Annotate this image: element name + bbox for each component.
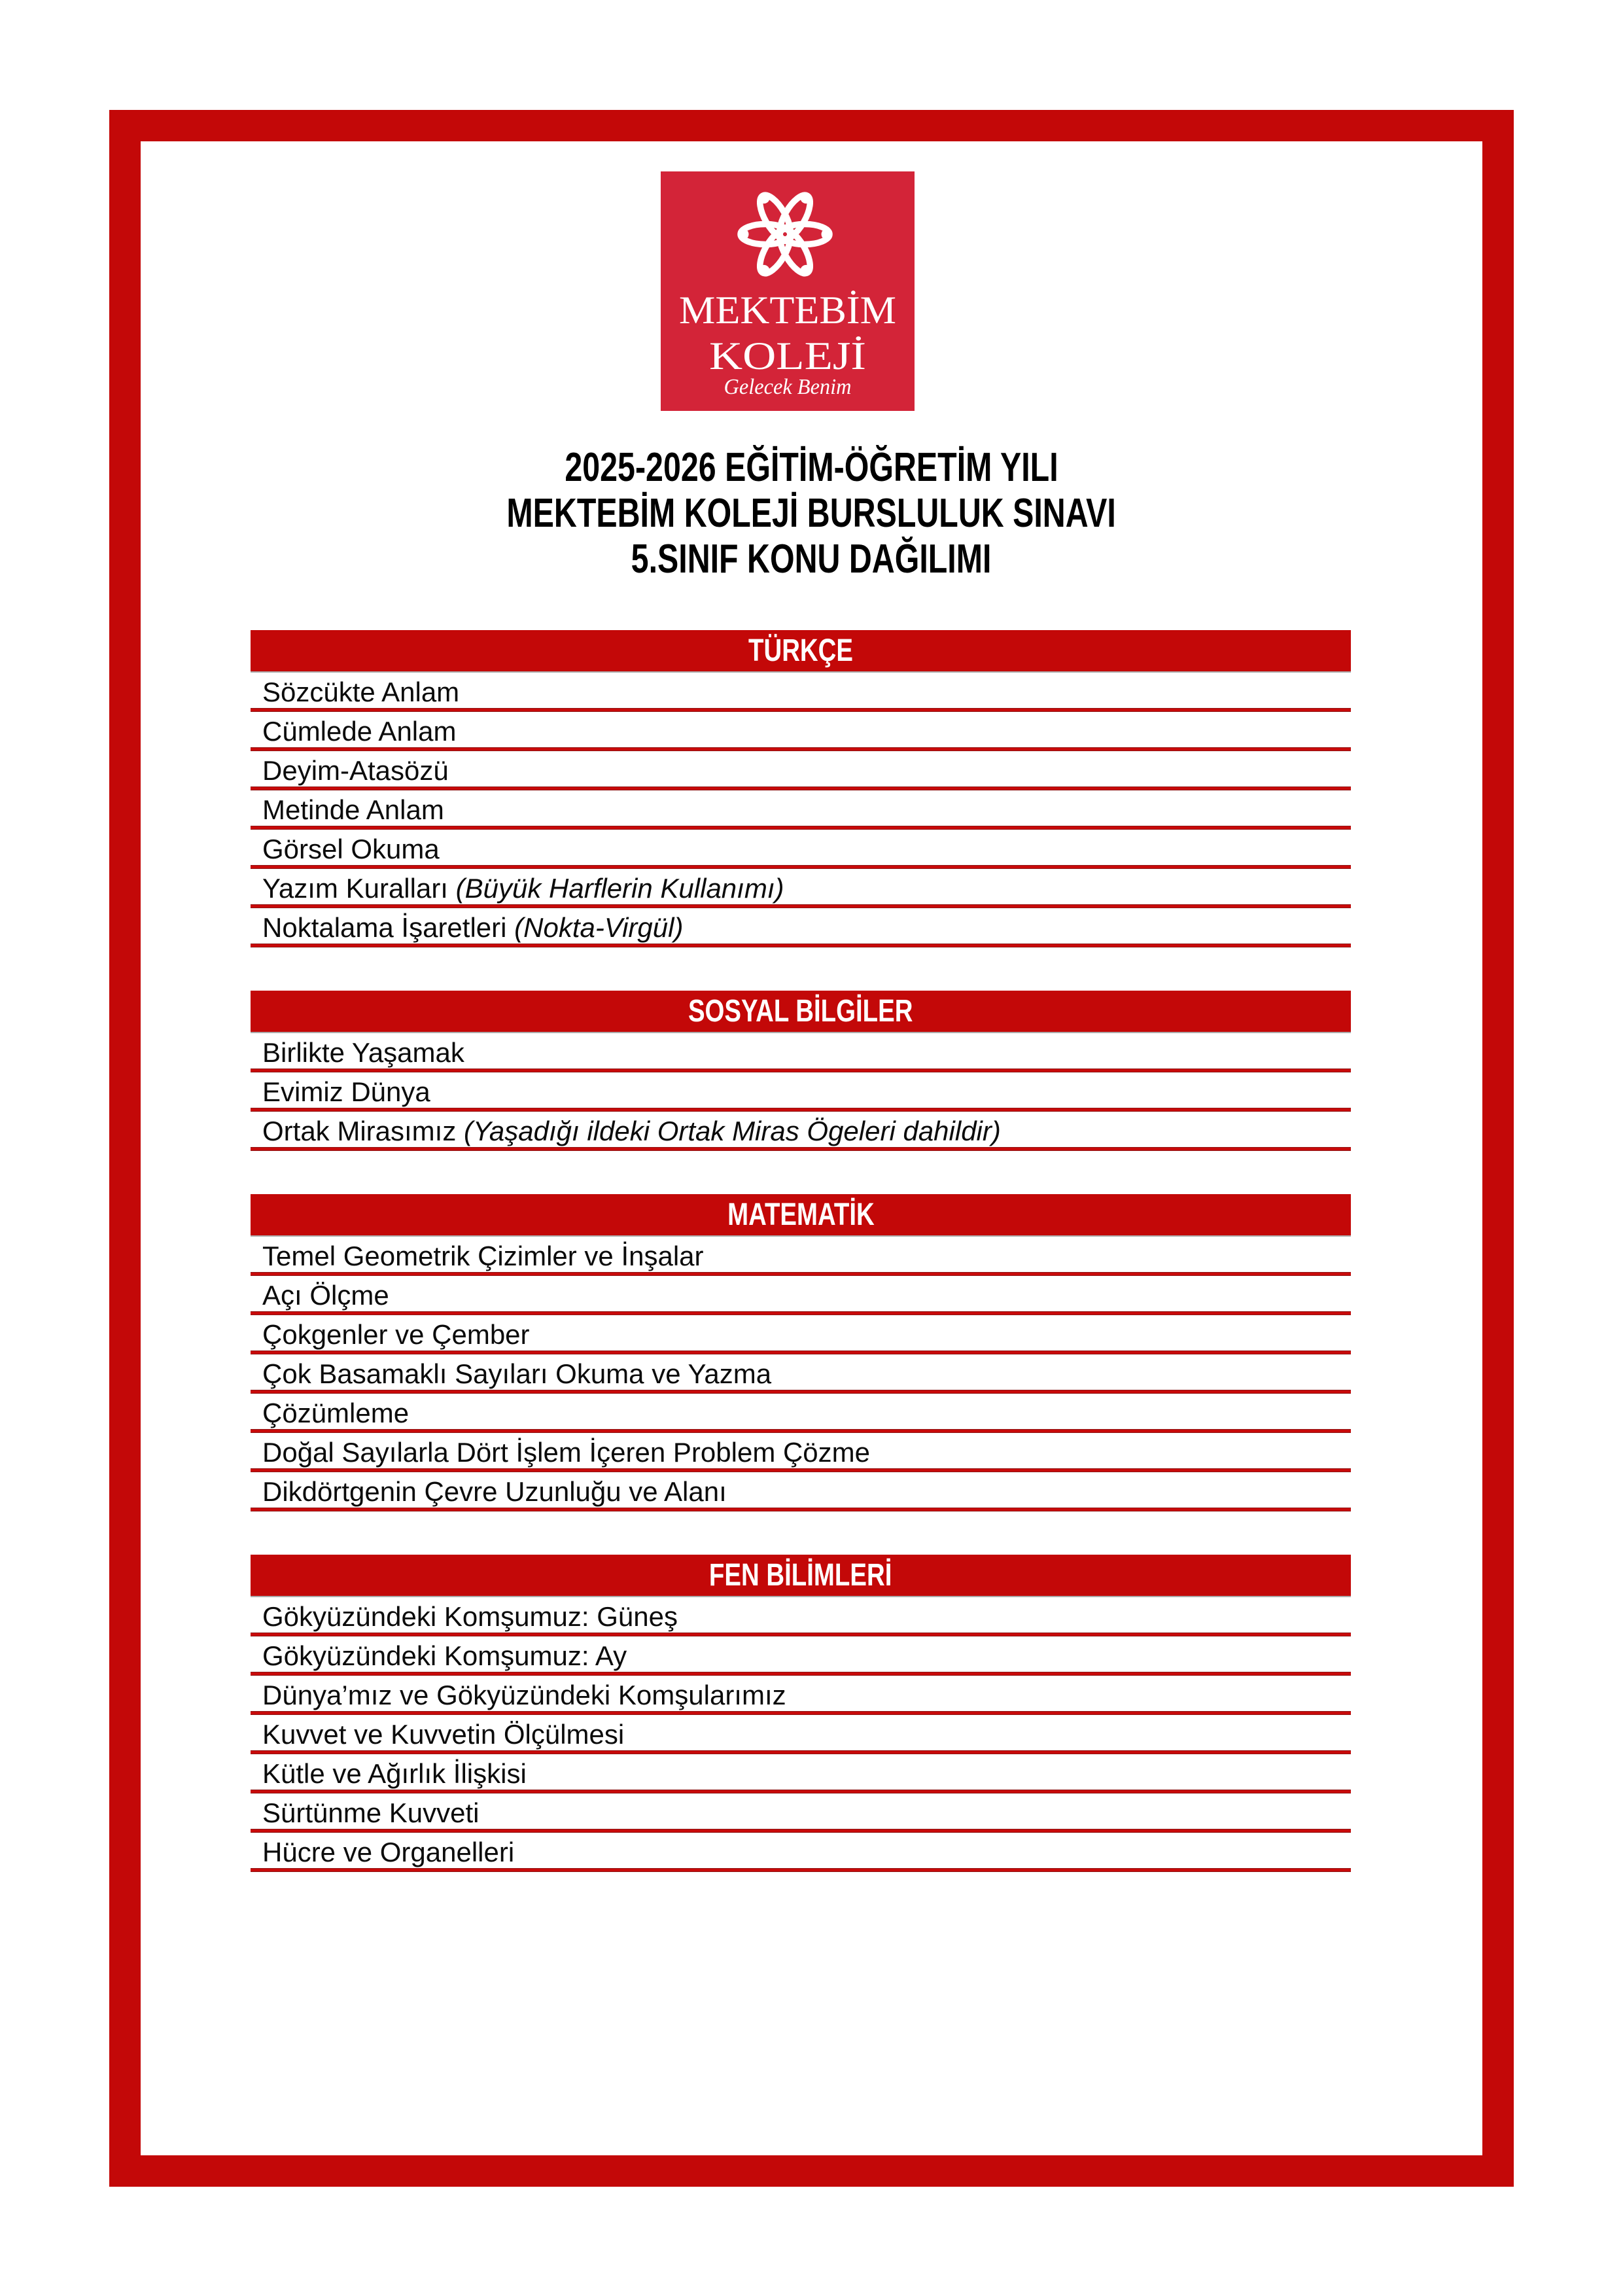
topic-row: Çok Basamaklı Sayıları Okuma ve Yazma: [251, 1354, 1351, 1394]
topic-row: Çözümleme: [251, 1394, 1351, 1433]
logo-tagline: Gelecek Benim: [724, 375, 852, 399]
topic-row: Temel Geometrik Çizimler ve İnşalar: [251, 1237, 1351, 1276]
logo-school-name-line1: MEKTEBİM: [679, 289, 896, 332]
title-line-2: MEKTEBİM KOLEJİ BURSLULUK SINAVI: [506, 491, 1117, 536]
topic-row: Ortak Mirasımız (Yaşadığı ildeki Ortak Miras Ögeleri dahildir): [251, 1112, 1351, 1151]
topic-row: Hücre ve Organelleri: [251, 1833, 1351, 1872]
section-header-matematik: [251, 1194, 1351, 1237]
topic-row: Dünya’mız ve Gökyüzündeki Komşularımız: [251, 1676, 1351, 1715]
topic-row: Kütle ve Ağırlık İlişkisi: [251, 1754, 1351, 1793]
topic-row: Sürtünme Kuvveti: [251, 1793, 1351, 1833]
section-header-fen-bilimleri: [251, 1555, 1351, 1597]
section-turkce: [251, 630, 1351, 947]
subject-sections: [251, 630, 1351, 1872]
document-title: [0, 445, 1623, 582]
topic-row: Doğal Sayılarla Dört İşlem İçeren Problem Çözme: [251, 1433, 1351, 1472]
topic-row: Açı Ölçme: [251, 1276, 1351, 1315]
topic-row: Sözcükte Anlam: [251, 673, 1351, 712]
section-header-sosyal-bilgiler: [251, 991, 1351, 1033]
topic-row: Kuvvet ve Kuvvetin Ölçülmesi: [251, 1715, 1351, 1754]
topic-row: Noktalama İşaretleri (Nokta-Virgül): [251, 908, 1351, 947]
topic-row: Deyim-Atasözü: [251, 751, 1351, 790]
logo-school-name-line2: KOLEJİ: [709, 334, 866, 378]
topic-row: Gökyüzündeki Komşumuz: Güneş: [251, 1597, 1351, 1636]
section-matematik: [251, 1194, 1351, 1511]
topic-row: Metinde Anlam: [251, 790, 1351, 830]
topic-row: Görsel Okuma: [251, 830, 1351, 869]
topic-row: Çokgenler ve Çember: [251, 1315, 1351, 1354]
section-header-label: SOSYAL BİLGİLER: [688, 994, 913, 1029]
topic-row: Dikdörtgenin Çevre Uzunluğu ve Alanı: [251, 1472, 1351, 1511]
section-header-label: TÜRKÇE: [748, 633, 853, 668]
title-line-3: 5.SINIF KONU DAĞILIMI: [631, 537, 992, 582]
topic-row: Birlikte Yaşamak: [251, 1033, 1351, 1072]
topic-row: Cümlede Anlam: [251, 712, 1351, 751]
section-sosyal-bilgiler: [251, 991, 1351, 1151]
topic-row: Evimiz Dünya: [251, 1072, 1351, 1112]
school-logo: [661, 171, 915, 411]
section-fen-bilimleri: [251, 1555, 1351, 1872]
topic-row: Gökyüzündeki Komşumuz: Ay: [251, 1636, 1351, 1676]
section-header-label: FEN BİLİMLERİ: [709, 1558, 892, 1593]
topic-row: Yazım Kuralları (Büyük Harflerin Kullanımı): [251, 869, 1351, 908]
section-header-label: MATEMATİK: [727, 1197, 875, 1232]
section-header-turkce: [251, 630, 1351, 673]
title-line-1: 2025-2026 EĞİTİM-ÖĞRETİM YILI: [565, 445, 1058, 490]
